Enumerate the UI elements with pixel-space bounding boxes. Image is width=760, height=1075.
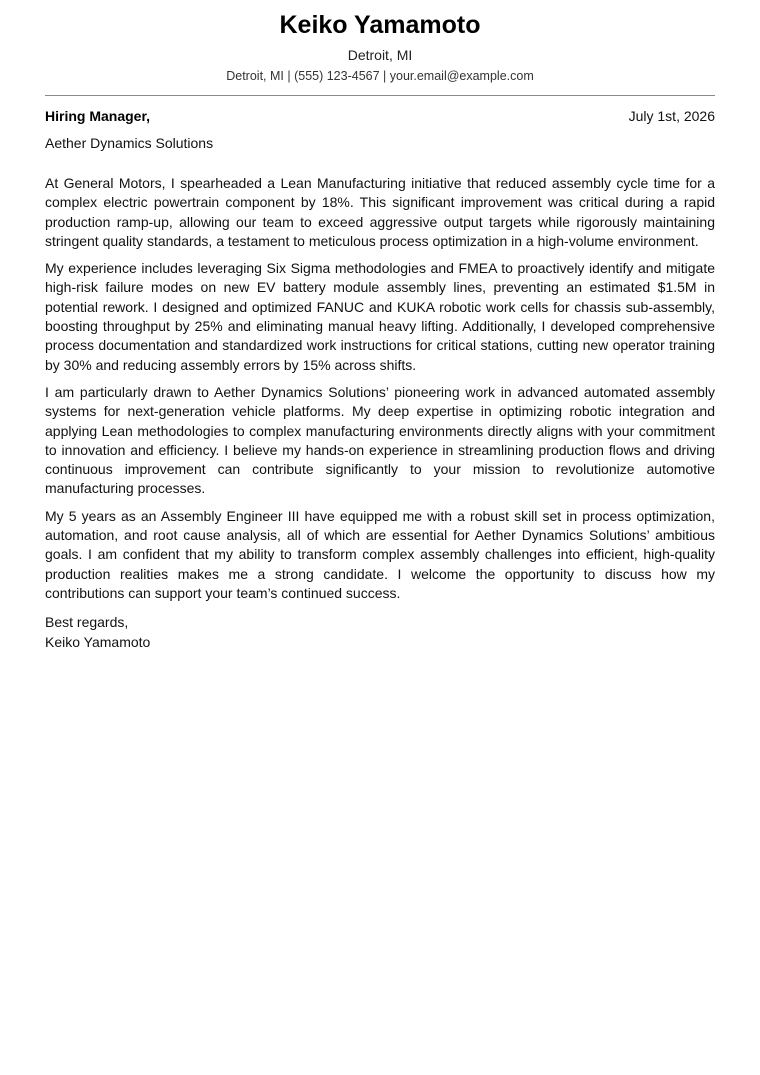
applicant-name: Keiko Yamamoto — [279, 11, 481, 39]
body-paragraph: I am particularly drawn to Aether Dynamics Solutions’ pioneering work in advanced automated assembly systems for next-generation vehicle platforms. My deep expertise in optimizing robotic integration and applying Lean methodologies to complex manufacturing environments directly aligns with your commitment to innovation and efficiency. I believe my hands-on experience in streamlining production flows and driving continuous improvement can contribute significantly to your mission to revolutionize automotive manufacturing processes. — [45, 383, 715, 497]
company-name: Aether Dynamics Solutions — [45, 135, 214, 151]
header-divider — [45, 95, 715, 96]
recipient-salutation: Hiring Manager, — [45, 108, 151, 124]
signature-name: Keiko Yamamoto — [45, 633, 151, 650]
recipient-date-row — [45, 107, 715, 125]
letter-body — [45, 174, 715, 603]
contact-line: Detroit, MI | (555) 123-4567 | your.email@example.com — [226, 69, 534, 83]
letter-header — [45, 0, 715, 84]
closing-phrase: Best regards, — [45, 614, 129, 631]
body-paragraph: My 5 years as an Assembly Engineer III have equipped me with a robust skill set in process optimization, automation, and root cause analysis, all of which are essential for Aether Dynamics Solutions’ ambitious goals. I am confident that my ability to transform complex assembly challenges into efficient, high-quality production realities makes me a strong candidate. I welcome the opportunity to discuss how my contributions can support your team’s continued success. — [45, 507, 715, 601]
letter-closing — [45, 613, 715, 652]
body-paragraph: At General Motors, I spearheaded a Lean Manufacturing initiative that reduced assembly cycle time for a complex electric powertrain component by 18%. This significant improvement was critical during a rapid production ramp-up, allowing our team to exceed aggressive output targets while rigorously maintaining stringent quality standards, a testament to meticulous process optimization in a high-volume environment. — [45, 175, 715, 249]
letter-date: July 1st, 2026 — [628, 108, 715, 124]
body-paragraph: My experience includes leveraging Six Sigma methodologies and FMEA to proactively identify and mitigate high-risk failure modes on new EV battery module assembly lines, preventing an estimated $1.5M in potential rework. I designed and optimized FANUC and KUKA robotic work cells for chassis sub-assembly, boosting throughput by 25% and eliminating manual heavy lifting. Additionally, I developed comprehensive process documentation and standardized work instructions for critical stations, cutting new operator training by 30% and reducing assembly errors by 15% across shifts. — [45, 260, 715, 373]
applicant-city: Detroit, MI — [347, 47, 413, 63]
